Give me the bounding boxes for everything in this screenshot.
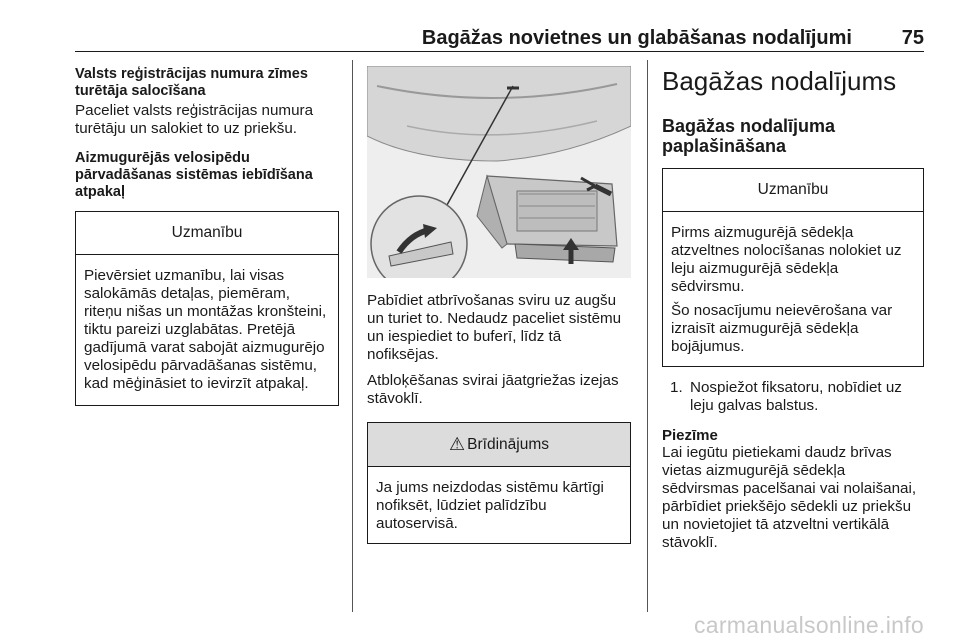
step-item — [662, 379, 924, 415]
bike-carrier-illustration — [367, 66, 631, 278]
caution-text: Šo nosacījumu neievērošana var izraisīt aizmugurējā sēdekļa bojājumus. — [671, 302, 893, 355]
warning-triangle-icon: ⚠ — [449, 434, 466, 454]
caution-text: Pievērsiet uzmanību, lai visas salokāmās detaļas, piemēram, riteņu nišas un montāžas kronšteini, tiktu pareizi uzglabātas. Pretējā gadījumā varat sabojāt aizmugurējo velosipēdu pārvadāšanas sistēmu, kad mēģināsiet to ievirzīt atpakaļ. — [84, 267, 327, 392]
column-right — [662, 66, 924, 552]
warning-header — [368, 423, 630, 467]
subheading-bike-carrier: Aizmugurējās velosipēdu pārvadāšanas sistēmas iebīdīšana atpakaļ — [75, 150, 313, 200]
paragraph: Atbloķēšanas svirai jāatgriežas izejas stāvoklī. — [367, 372, 619, 407]
column-divider — [647, 60, 648, 612]
watermark: carmanualsonline.info — [693, 612, 924, 638]
section-heading: Bagāžas nodalījums — [662, 66, 897, 96]
caution-box — [75, 211, 339, 406]
column-left — [75, 66, 339, 406]
caution-title: Uzmanību — [76, 212, 338, 255]
paragraph: Pabīdiet atbrīvošanas sviru uz augšu un turiet to. Nedaudz paceliet sistēmu un iespiediet to buferī, līdz tā nofiksējas. — [367, 292, 622, 363]
caution-text: Pirms aizmugurējā sēdekļa atzveltnes nolocīšanas nolokiet uz leju aizmugurējā sēdekļa sēdvirsmu. — [671, 224, 902, 295]
column-middle — [367, 66, 631, 544]
column-divider — [352, 60, 353, 612]
page-number: 75 — [901, 27, 924, 49]
caution-title: Uzmanību — [663, 169, 923, 212]
note-text: Lai iegūtu pietiekami daudz brīvas vietas aizmugurējā sēdekļa sēdvirsmas pacelšanai vai nolaišanai, pārbīdiet priekšējo sēdekli uz priekšu un novietojiet tā atzveltni vertikālā stāvoklī. — [662, 444, 917, 551]
header-title: Bagāžas novietnes un glabāšanas nodalījumi — [421, 27, 852, 49]
note-title: Piezīme — [662, 427, 718, 444]
warning-title: Brīdinājums — [467, 436, 549, 453]
section-subheading: Bagāžas nodalījuma paplašināšana — [662, 116, 836, 156]
page-header — [75, 26, 924, 52]
warning-text: Ja jums neizdodas sistēmu kārtīgi nofiksēt, lūdziet palīdzību autoservisā. — [376, 479, 604, 532]
caution-box — [662, 168, 924, 367]
paragraph: Paceliet valsts reģistrācijas numura turētāju un salokiet to uz priekšu. — [75, 102, 314, 137]
warning-box — [367, 422, 631, 544]
subheading-plate-holder: Valsts reģistrācijas numura zīmes turētāja salocīšana — [75, 66, 308, 99]
step-number: 1. — [670, 379, 683, 396]
step-text: Nospiežot fiksatoru, nobīdiet uz leju galvas balstus. — [690, 379, 902, 414]
